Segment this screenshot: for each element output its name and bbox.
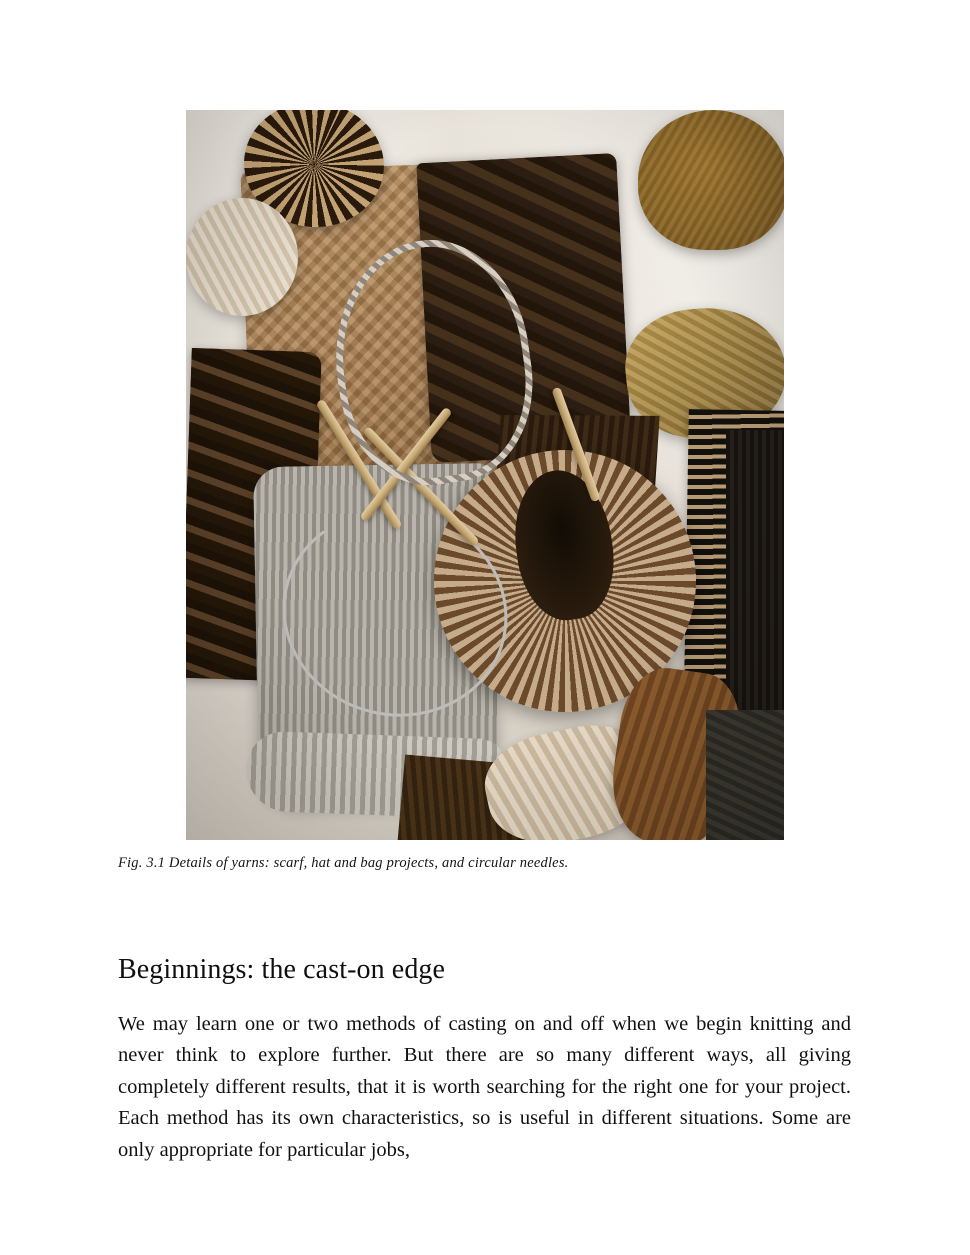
cream-yarn-ball — [186, 198, 298, 316]
figure-caption: Fig. 3.1 Details of yarns: scarf, hat and bag projects, and circular needles. — [118, 855, 569, 871]
section-heading: Beginnings: the cast-on edge — [118, 953, 446, 985]
body-paragraph: We may learn one or two methods of casting on and off when we begin knitting and never think to explore further. But there are so many different ways, all giving completely different results, that it is worth searching for the right one for your project. Each method has its own characteristics, so is useful in different situations. Some are only appropriate for particular jobs, — [118, 1012, 851, 1161]
figure-photograph — [186, 110, 784, 840]
dark-olive-cloth — [706, 710, 784, 840]
figure-3-1 — [186, 110, 784, 840]
olive-knit-hat — [638, 110, 784, 250]
